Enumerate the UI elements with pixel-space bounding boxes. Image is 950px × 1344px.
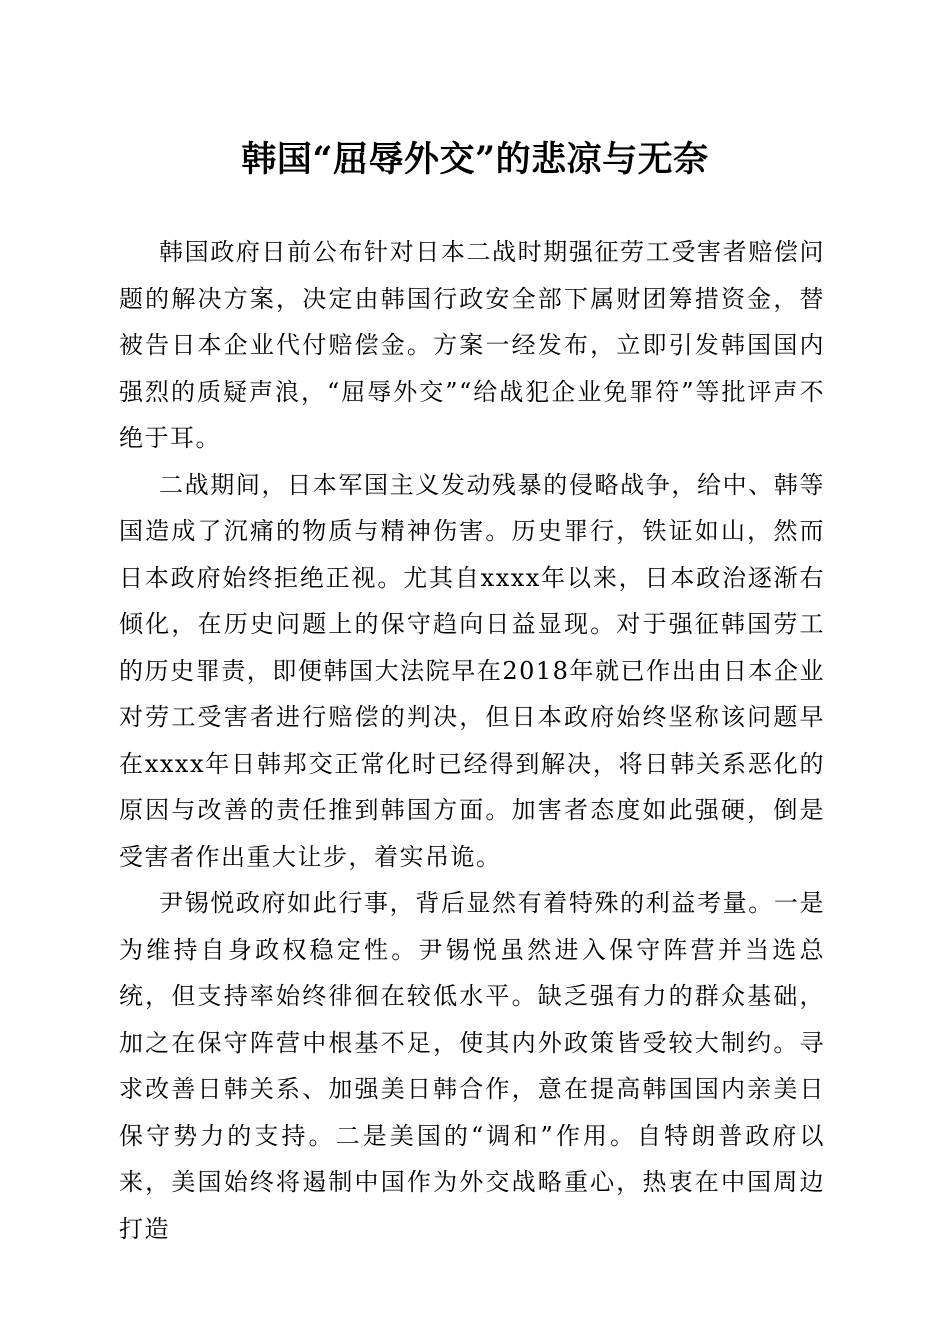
paragraph-1: 韩国政府日前公布针对日本二战时期强征劳工受害者赔偿问题的解决方案，决定由韩国行政安全部下属财团筹措资金，替被告日本企业代付赔偿金。方案一经发布，立即引发韩国国内强烈的质疑声浪，“屈辱外交”“给战犯企业免罪符”等批评声不绝于耳。 — [119, 238, 825, 452]
document-title: 韩国“屈辱外交”的悲凉与无奈 — [241, 139, 709, 180]
paragraph-2: 二战期间，日本军国主义发动残暴的侵略战争，给中、韩等国造成了沉痛的物质与精神伤害。历史罪行，铁证如山，然而日本政府始终拒绝正视。尤其自xxxx年以来，日本政治逐渐右倾化，在历史问题上的保守趋向日益显现。对于强征韩国劳工的历史罪责，即便韩国大法院早在2018年就已作出由日本企业对劳工受害者进行赔偿的判决，但日本政府始终坚称该问题早在xxxx年日韩邦交正常化时已经得到解决，将日韩关系恶化的原因与改善的责任推到韩国方面。加害者态度如此强硬，倒是受害者作出重大让步，着实吊诡。 — [119, 470, 825, 871]
paragraph-3: 尹锡悦政府如此行事，背后显然有着特殊的利益考量。一是为维持自身政权稳定性。尹锡悦虽然进入保守阵营并当选总统，但支持率始终徘徊在较低水平。缺乏强有力的群众基础，加之在保守阵营中根基不足，使其内外政策皆受较大制约。寻求改善日韩关系、加强美日韩合作，意在提高韩国国内亲美日保守势力的支持。二是美国的“调和”作用。自特朗普政府以来，美国始终将遏制中国作为外交战略重心，热衷在中国周边打造 — [119, 889, 825, 1243]
document-body — [119, 229, 825, 1252]
